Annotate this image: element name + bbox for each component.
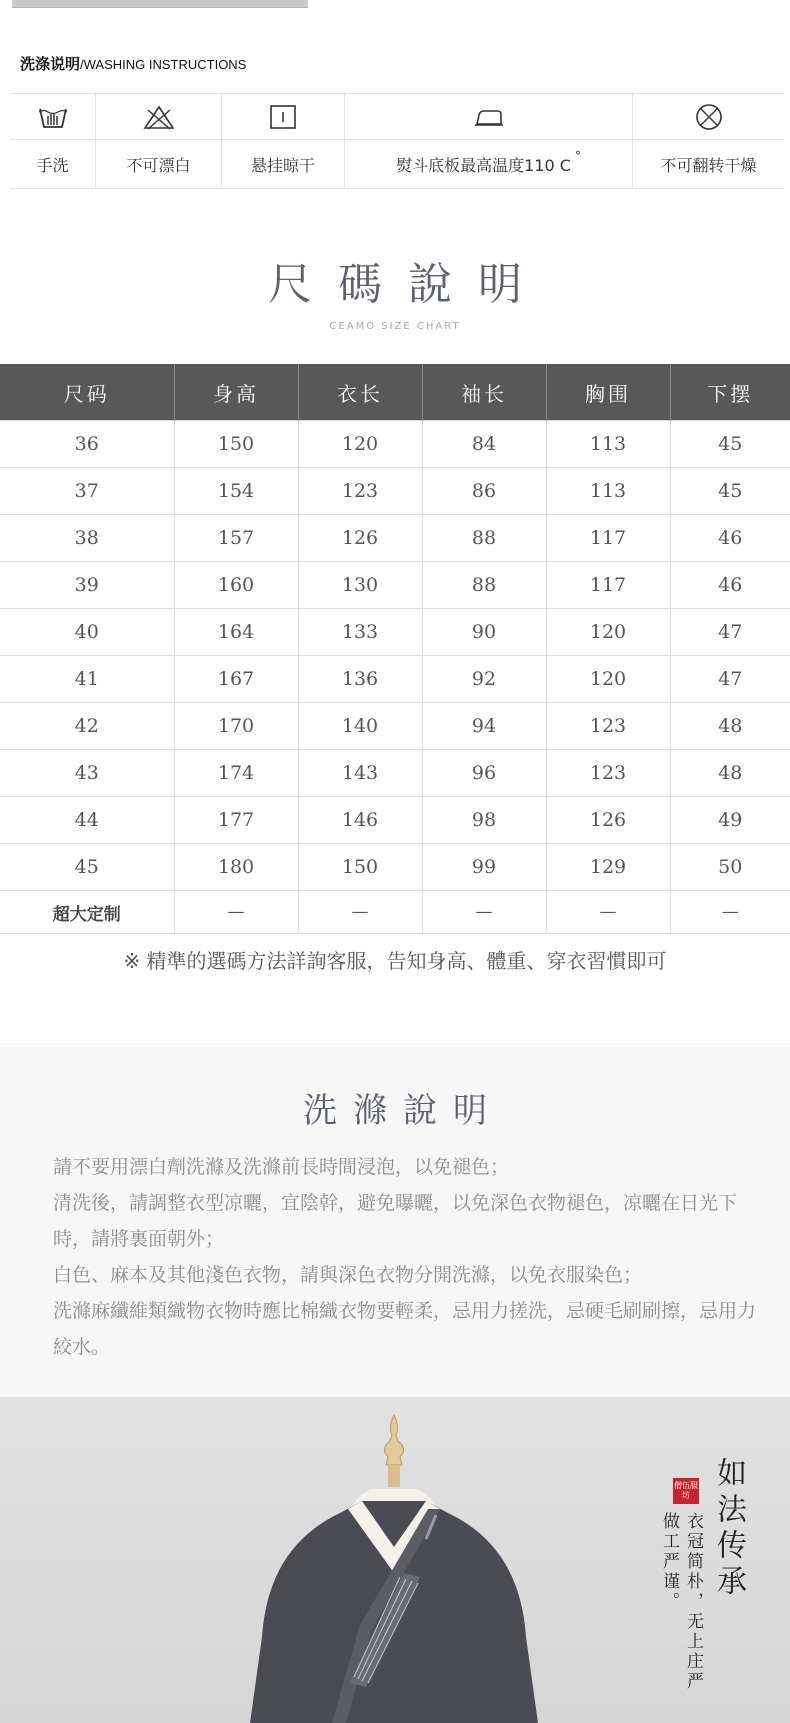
- hang-dry-label: 悬挂晾干: [250, 155, 315, 175]
- table-cell: 90: [422, 609, 546, 656]
- table-cell: 133: [298, 609, 422, 656]
- table-row: [0, 656, 790, 703]
- washing-notes-heading: 洗滌說明: [303, 1091, 503, 1131]
- header-length: 衣长: [298, 364, 422, 421]
- table-cell: 45: [0, 844, 174, 891]
- no-tumble-dry-label: 不可翻转干燥: [660, 155, 757, 175]
- size-table-header: [0, 364, 790, 421]
- table-cell: 48: [670, 750, 790, 797]
- table-cell: 136: [298, 656, 422, 703]
- size-chart-subtitle: CEAMO SIZE CHART: [329, 321, 461, 332]
- table-cell: —: [546, 891, 670, 934]
- table-cell: 154: [174, 468, 298, 515]
- table-cell: 120: [546, 609, 670, 656]
- table-cell: 37: [0, 468, 174, 515]
- table-cell: 120: [546, 656, 670, 703]
- size-chart-title: 尺碼說明: [268, 259, 548, 310]
- table-cell: 129: [546, 844, 670, 891]
- table-cell: —: [174, 891, 298, 934]
- table-cell: 157: [174, 515, 298, 562]
- table-cell: 41: [0, 656, 174, 703]
- table-cell: 44: [0, 797, 174, 844]
- table-cell: 98: [422, 797, 546, 844]
- table-cell: 126: [298, 515, 422, 562]
- table-row: [0, 515, 790, 562]
- header-hem: 下摆: [670, 364, 790, 421]
- table-row: [0, 797, 790, 844]
- table-cell: 126: [546, 797, 670, 844]
- no-bleach-icon: [142, 103, 176, 131]
- table-cell: 96: [422, 750, 546, 797]
- size-selection-note: ※ 精準的選碼方法詳詢客服，告知身高、體重、穿衣習慣即可: [123, 949, 667, 973]
- table-cell: 47: [670, 656, 790, 703]
- header-height: 身高: [174, 364, 298, 421]
- no-tumble-dry-icon: [693, 102, 725, 132]
- table-cell: 120: [298, 421, 422, 468]
- table-cell: 130: [298, 562, 422, 609]
- table-cell: 174: [174, 750, 298, 797]
- iron-label: 熨斗底板最高温度110 C °: [396, 149, 581, 175]
- hand-wash-cell: [10, 94, 96, 188]
- washing-notes-list: [53, 1149, 765, 1365]
- table-cell: 43: [0, 750, 174, 797]
- table-cell: 88: [422, 515, 546, 562]
- washing-note-line: 請不要用漂白劑洗滌及洗滌前長時間浸泡，以免褪色；: [53, 1156, 510, 1178]
- table-cell: 50: [670, 844, 790, 891]
- header-size: 尺码: [0, 364, 174, 421]
- table-cell: 46: [670, 562, 790, 609]
- table-cell: 123: [546, 703, 670, 750]
- table-cell: 170: [174, 703, 298, 750]
- table-row: [0, 562, 790, 609]
- no-tumble-dry-cell: [633, 94, 784, 188]
- table-cell: 39: [0, 562, 174, 609]
- table-cell: 49: [670, 797, 790, 844]
- table-cell: 45: [670, 468, 790, 515]
- table-cell: 92: [422, 656, 546, 703]
- table-cell: 47: [670, 609, 790, 656]
- table-cell: 38: [0, 515, 174, 562]
- banner-headline: 如法传承: [711, 1457, 746, 1601]
- table-cell: —: [422, 891, 546, 934]
- table-row: [0, 609, 790, 656]
- banner-line2: 做工严谨。: [659, 1512, 679, 1612]
- top-image-edge: [12, 0, 308, 8]
- table-row: [0, 750, 790, 797]
- header-chest: 胸围: [546, 364, 670, 421]
- size-table: [0, 364, 790, 934]
- table-cell: 99: [422, 844, 546, 891]
- table-cell: 117: [546, 562, 670, 609]
- table-cell: 42: [0, 703, 174, 750]
- table-cell: 143: [298, 750, 422, 797]
- table-row: [0, 421, 790, 468]
- table-cell: 123: [546, 750, 670, 797]
- iron-cell: [345, 94, 633, 188]
- table-cell: 113: [546, 468, 670, 515]
- table-cell: 140: [298, 703, 422, 750]
- iron-icon: [471, 104, 507, 130]
- table-cell: 86: [422, 468, 546, 515]
- table-cell: 167: [174, 656, 298, 703]
- table-cell: 180: [174, 844, 298, 891]
- table-row: [0, 844, 790, 891]
- hang-dry-cell: [222, 94, 345, 188]
- brand-seal: 僧伍服坊: [673, 1478, 699, 1504]
- table-cell: 超大定制: [0, 891, 174, 934]
- table-cell: —: [670, 891, 790, 934]
- table-row: [0, 891, 790, 934]
- table-cell: 84: [422, 421, 546, 468]
- table-cell: 160: [174, 562, 298, 609]
- table-cell: 177: [174, 797, 298, 844]
- header-sleeve: 袖长: [422, 364, 546, 421]
- table-cell: 45: [670, 421, 790, 468]
- banner-line1: 衣冠简朴，无上庄严: [683, 1512, 703, 1692]
- table-cell: 94: [422, 703, 546, 750]
- table-cell: —: [298, 891, 422, 934]
- table-cell: 150: [298, 844, 422, 891]
- table-row: [0, 468, 790, 515]
- washing-note-line: 清洗後，請調整衣型凉曬，宜陰幹，避免曝曬，以免深色衣物褪色，凉曬在日光下時，請將裏面朝外；: [53, 1192, 738, 1250]
- table-cell: 46: [670, 515, 790, 562]
- washing-icons-table: [10, 93, 784, 189]
- table-cell: 117: [546, 515, 670, 562]
- table-cell: 88: [422, 562, 546, 609]
- table-cell: 113: [546, 421, 670, 468]
- washing-note-line: 白色、麻本及其他淺色衣物，請與深色衣物分開洗滌，以免衣服染色；: [53, 1264, 643, 1286]
- no-bleach-cell: [96, 94, 222, 188]
- washing-note-line: 洗滌麻纖維類織物衣物時應比棉織衣物要輕柔，忌用力搓洗，忌硬毛刷刷擦，忌用力絞水。: [53, 1300, 757, 1358]
- table-cell: 36: [0, 421, 174, 468]
- table-cell: 40: [0, 609, 174, 656]
- washing-instructions-title: 洗涤说明/WASHING INSTRUCTIONS: [20, 55, 247, 73]
- table-cell: 123: [298, 468, 422, 515]
- hang-dry-icon: [268, 103, 298, 131]
- no-bleach-label: 不可漂白: [126, 155, 191, 175]
- hand-wash-label: 手洗: [36, 155, 69, 175]
- table-row: [0, 703, 790, 750]
- table-cell: 146: [298, 797, 422, 844]
- hand-wash-icon: [36, 103, 70, 131]
- table-cell: 48: [670, 703, 790, 750]
- table-cell: 150: [174, 421, 298, 468]
- table-cell: 164: [174, 609, 298, 656]
